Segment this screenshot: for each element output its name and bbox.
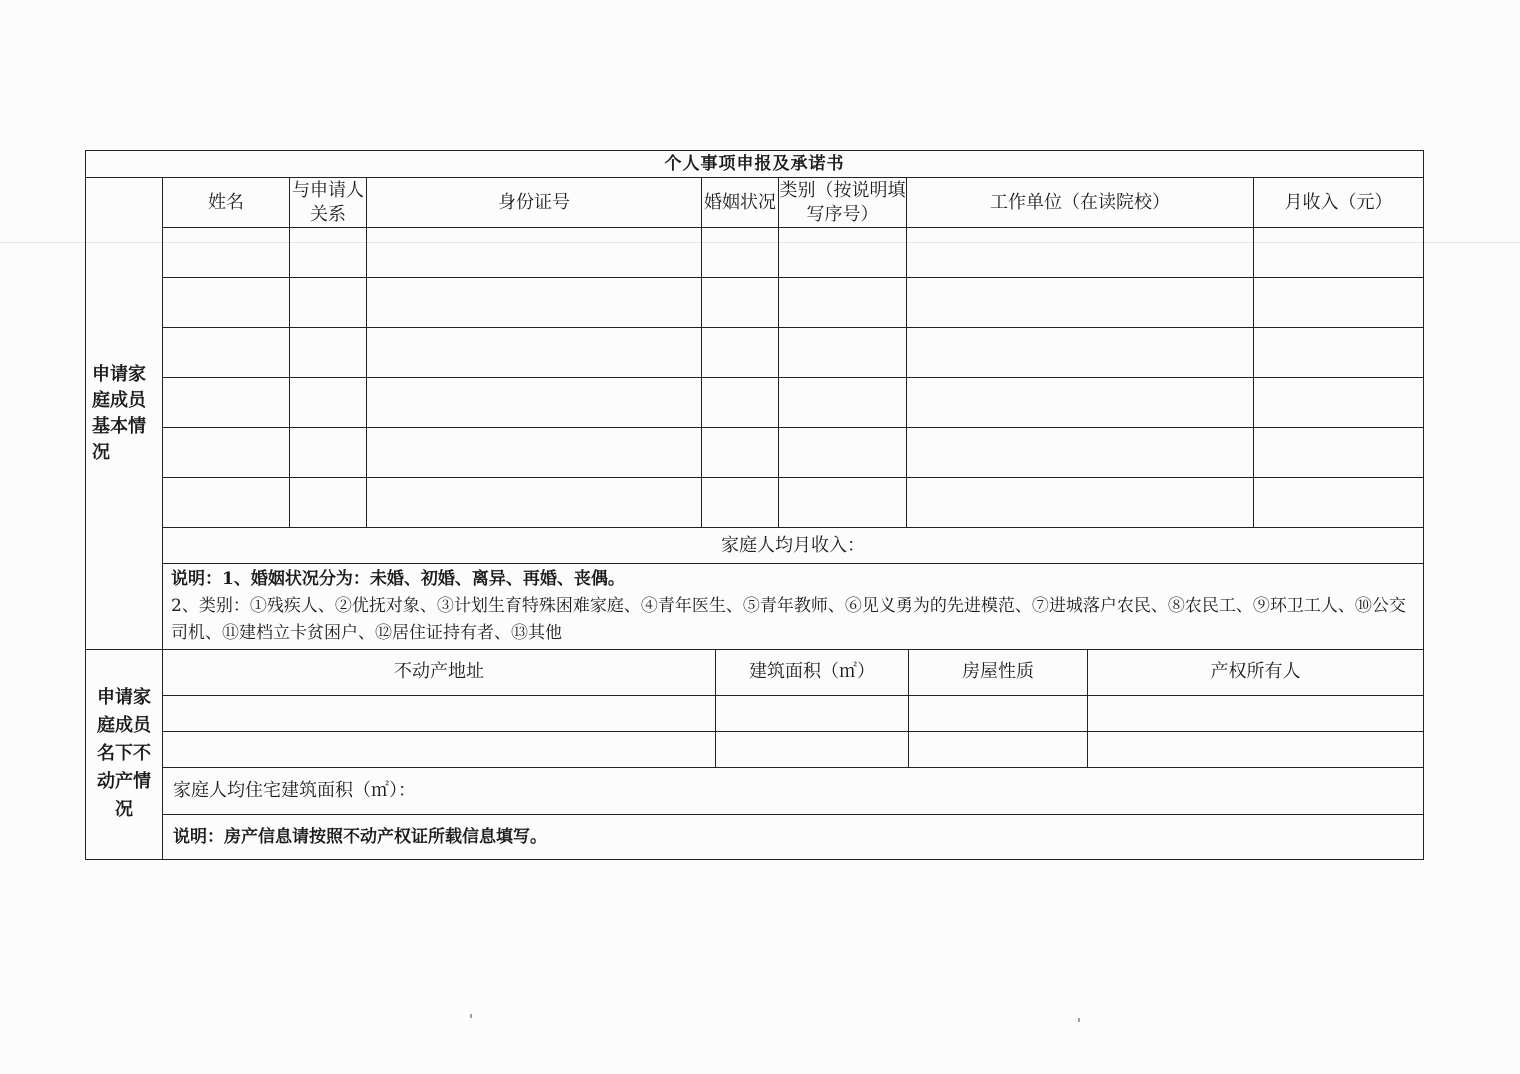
cell-name[interactable] <box>163 428 290 478</box>
cell-name[interactable] <box>163 228 290 278</box>
cell-category[interactable] <box>779 378 907 428</box>
header-property-owner: 产权所有人 <box>1088 649 1424 695</box>
table-row <box>86 731 1424 767</box>
table-row <box>86 695 1424 731</box>
scan-speck <box>1078 1018 1080 1022</box>
cell-monthly-income[interactable] <box>1254 478 1424 528</box>
cell-id-number[interactable] <box>367 228 702 278</box>
cell-employer[interactable] <box>907 328 1254 378</box>
family-members-table <box>85 150 1424 650</box>
header-category: 类别（按说明填写序号） <box>779 178 907 228</box>
header-id-number: 身份证号 <box>367 178 702 228</box>
avg-monthly-income-field[interactable]: 家庭人均月收入： <box>163 528 1424 564</box>
header-property-type: 房屋性质 <box>909 649 1088 695</box>
cell-relation[interactable] <box>290 428 367 478</box>
cell-property-owner[interactable] <box>1088 731 1424 767</box>
table-row <box>86 478 1424 528</box>
table-row <box>86 328 1424 378</box>
cell-marital-status[interactable] <box>702 378 779 428</box>
note-marital-status: 说明：1、婚姻状况分为：未婚、初婚、离异、再婚、丧偶。 <box>171 569 625 589</box>
cell-id-number[interactable] <box>367 328 702 378</box>
cell-employer[interactable] <box>907 428 1254 478</box>
header-monthly-income: 月收入（元） <box>1254 178 1424 228</box>
header-floor-area: 建筑面积（㎡） <box>716 649 909 695</box>
cell-property-address[interactable] <box>163 695 716 731</box>
avg-floor-area-field[interactable]: 家庭人均住宅建筑面积（㎡）： <box>163 767 1424 814</box>
cell-floor-area[interactable] <box>716 731 909 767</box>
cell-name[interactable] <box>163 478 290 528</box>
cell-category[interactable] <box>779 328 907 378</box>
cell-relation[interactable] <box>290 378 367 428</box>
cell-id-number[interactable] <box>367 478 702 528</box>
header-name: 姓名 <box>163 178 290 228</box>
real-estate-table <box>85 649 1424 860</box>
cell-id-number[interactable] <box>367 378 702 428</box>
cell-name[interactable] <box>163 378 290 428</box>
cell-employer[interactable] <box>907 228 1254 278</box>
cell-property-type[interactable] <box>909 731 1088 767</box>
section-label-family-members: 申请家庭成员基本情况 <box>86 178 163 650</box>
table-row <box>86 228 1424 278</box>
cell-category[interactable] <box>779 278 907 328</box>
cell-marital-status[interactable] <box>702 328 779 378</box>
table-row <box>86 278 1424 328</box>
table-row <box>86 428 1424 478</box>
cell-employer[interactable] <box>907 278 1254 328</box>
cell-relation[interactable] <box>290 228 367 278</box>
cell-name[interactable] <box>163 278 290 328</box>
cell-marital-status[interactable] <box>702 478 779 528</box>
cell-floor-area[interactable] <box>716 695 909 731</box>
section-label-real-estate: 申请家庭成员名下不动产情况 <box>86 649 163 859</box>
real-estate-note: 说明：房产信息请按照不动产权证所载信息填写。 <box>163 814 1424 859</box>
cell-property-type[interactable] <box>909 695 1088 731</box>
scan-speck <box>470 1014 472 1018</box>
cell-monthly-income[interactable] <box>1254 378 1424 428</box>
cell-marital-status[interactable] <box>702 228 779 278</box>
cell-marital-status[interactable] <box>702 428 779 478</box>
cell-relation[interactable] <box>290 478 367 528</box>
cell-name[interactable] <box>163 328 290 378</box>
cell-property-address[interactable] <box>163 731 716 767</box>
table-row <box>86 378 1424 428</box>
cell-monthly-income[interactable] <box>1254 428 1424 478</box>
cell-id-number[interactable] <box>367 428 702 478</box>
cell-property-owner[interactable] <box>1088 695 1424 731</box>
cell-relation[interactable] <box>290 278 367 328</box>
cell-relation[interactable] <box>290 328 367 378</box>
header-employer: 工作单位（在读院校） <box>907 178 1254 228</box>
instructions-note <box>163 564 1424 650</box>
cell-monthly-income[interactable] <box>1254 228 1424 278</box>
cell-marital-status[interactable] <box>702 278 779 328</box>
cell-employer[interactable] <box>907 478 1254 528</box>
form-title: 个人事项申报及承诺书 <box>86 151 1424 178</box>
cell-monthly-income[interactable] <box>1254 278 1424 328</box>
cell-monthly-income[interactable] <box>1254 328 1424 378</box>
cell-category[interactable] <box>779 228 907 278</box>
header-marital-status: 婚姻状况 <box>702 178 779 228</box>
header-relation: 与申请人关系 <box>290 178 367 228</box>
declaration-form <box>85 150 1423 860</box>
cell-employer[interactable] <box>907 378 1254 428</box>
cell-id-number[interactable] <box>367 278 702 328</box>
header-property-address: 不动产地址 <box>163 649 716 695</box>
cell-category[interactable] <box>779 478 907 528</box>
note-categories: 2、类别：①残疾人、②优抚对象、③计划生育特殊困难家庭、④青年医生、⑤青年教师、⑥见义勇为的先进模范、⑦进城落户农民、⑧农民工、⑨环卫工人、⑩公交司机、⑪建档立卡贫困户、⑫居住证持有者、⑬其他 <box>171 596 1406 643</box>
cell-category[interactable] <box>779 428 907 478</box>
